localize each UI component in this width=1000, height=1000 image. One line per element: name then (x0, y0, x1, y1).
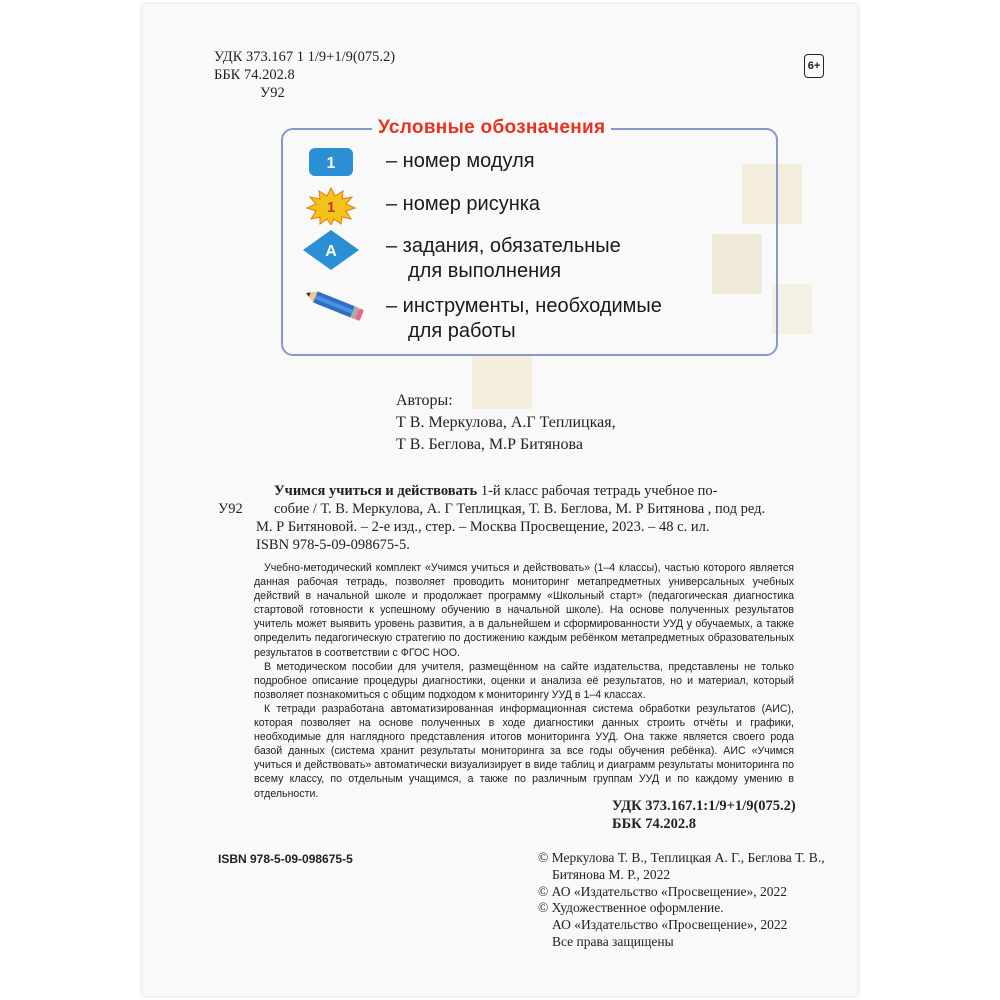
annotation-paragraph-3: К тетради разработана автоматизированная информационная система обработки результатов (АИС), которая позволяет на основе полученных в ходе диагностики данных строить отчёты и графики, необходимые для наглядного представления итогов мониторинга УУД. Она также является своего рода базой данных (система хранит результаты мониторинга за все годы обучения ребёнка). АИС «Учимся учиться и действовать» автоматически визуализирует в виде таблиц и диаграмм результаты мониторинга по всему классу, по отдельным учащимся, а также по различным группам УУД и по каждому умению в отдельности. (254, 702, 794, 800)
book-title: Учимся учиться и действовать (274, 483, 478, 499)
copyright-line-4: © Художественное оформление. (538, 900, 724, 916)
legend-item-tools (386, 294, 662, 344)
pencil-icon (300, 284, 366, 329)
copyright-line-1: © Меркулова Т. В., Теплицкая А. Г., Беглова Т. В., (538, 850, 825, 865)
legend-item-tools-line2: для работы (408, 320, 516, 342)
header-codes (214, 48, 395, 102)
biblio-line-1: 1-й класс рабочая тетрадь учебное по- (480, 483, 718, 499)
task-icon (302, 229, 360, 276)
figure-number-icon-text: 1 (326, 199, 336, 216)
bibliographic-record (218, 482, 778, 554)
book-code-header: У92 (260, 85, 285, 101)
annotation-paragraph-2: В методическом пособии для учителя, размещённом на сайте издательства, представлены не только подробное описание процедуры диагностики, оценки и анализа её результатов, но и материал, который позволяет познакомиться с общим подходом к мониторингу УУД в 1–4 классах. (254, 660, 794, 701)
biblio-code: У92 (218, 501, 243, 517)
legend-item-figure: – номер рисунка (386, 193, 541, 215)
legend-item-tools-line1: – инструменты, необходимые (386, 295, 662, 317)
copyright-line-2: Битянова М. Р., 2022 (552, 866, 671, 882)
copyright-line-3: © АО «Издательство «Просвещение», 2022 (538, 883, 787, 899)
udk-header: УДК 373.167 1 1/9+1/9(075.2) (214, 49, 396, 65)
bbk-header: ББК 74.202.8 (214, 67, 295, 83)
annotation (254, 561, 794, 801)
authors-line-2: Т В. Беглова, М.Р Битянова (396, 436, 583, 453)
bbk-footer: ББК 74.202.8 (612, 816, 697, 832)
module-number-icon (308, 147, 354, 182)
legend-item-module: – номер модуля (386, 150, 535, 172)
module-number-icon-text: 1 (326, 155, 336, 172)
copyright-block (538, 850, 825, 951)
task-icon-text: A (325, 243, 337, 260)
authors-line-1: Т В. Меркулова, А.Г Теплицкая, (396, 414, 616, 431)
biblio-isbn: ISBN 978-5-09-098675-5. (256, 537, 410, 553)
authors-block (396, 390, 616, 456)
classification-codes (612, 797, 796, 833)
isbn: ISBN 978-5-09-098675-5 (218, 852, 353, 866)
copyright-line-6: Все права защищены (552, 933, 674, 949)
biblio-line-3: М. Р Битяновой. – 2-е изд., стер. – Москва Просвещение, 2023. – 48 с. ил. (256, 519, 710, 535)
legend-item-task (386, 234, 621, 284)
annotation-paragraph-1: Учебно-методический комплект «Учимся учиться и действовать» (1–4 классы), частью которого является данная рабочая тетрадь, позволяет проводить мониторинг метапредметных универсальных учебных действий в начальной школе и продолжает программу «Школьный старт» (педагогическая диагностика стартовой готовности к успешному обучению в начальной школе). На основе полученных результатов учитель может выявить уровень развития, а в дальнейшем и сформированности УУД у обучаемых, а также определить педагогическую стратегию по достижению каждым ребёнком метапредметных образовательных результатов в соответствии с ФГОС НОО. (254, 562, 794, 659)
age-rating-badge: 6+ (804, 54, 824, 78)
copyright-line-5: АО «Издательство «Просвещение», 2022 (552, 917, 788, 933)
biblio-line-2: собие / Т. В. Меркулова, А. Г Теплицкая, Т. В. Беглова, М. Р Битянова , под ред. (274, 501, 766, 517)
legend-item-task-line1: – задания, обязательные (386, 235, 621, 257)
figure-number-icon (306, 187, 356, 230)
authors-label: Авторы: (396, 392, 453, 409)
legend-item-task-line2: для выполнения (408, 260, 562, 282)
book-page (142, 4, 858, 996)
udk-footer: УДК 373.167.1:1/9+1/9(075.2) (612, 798, 796, 814)
legend-title: Условные обозначения (372, 117, 611, 139)
